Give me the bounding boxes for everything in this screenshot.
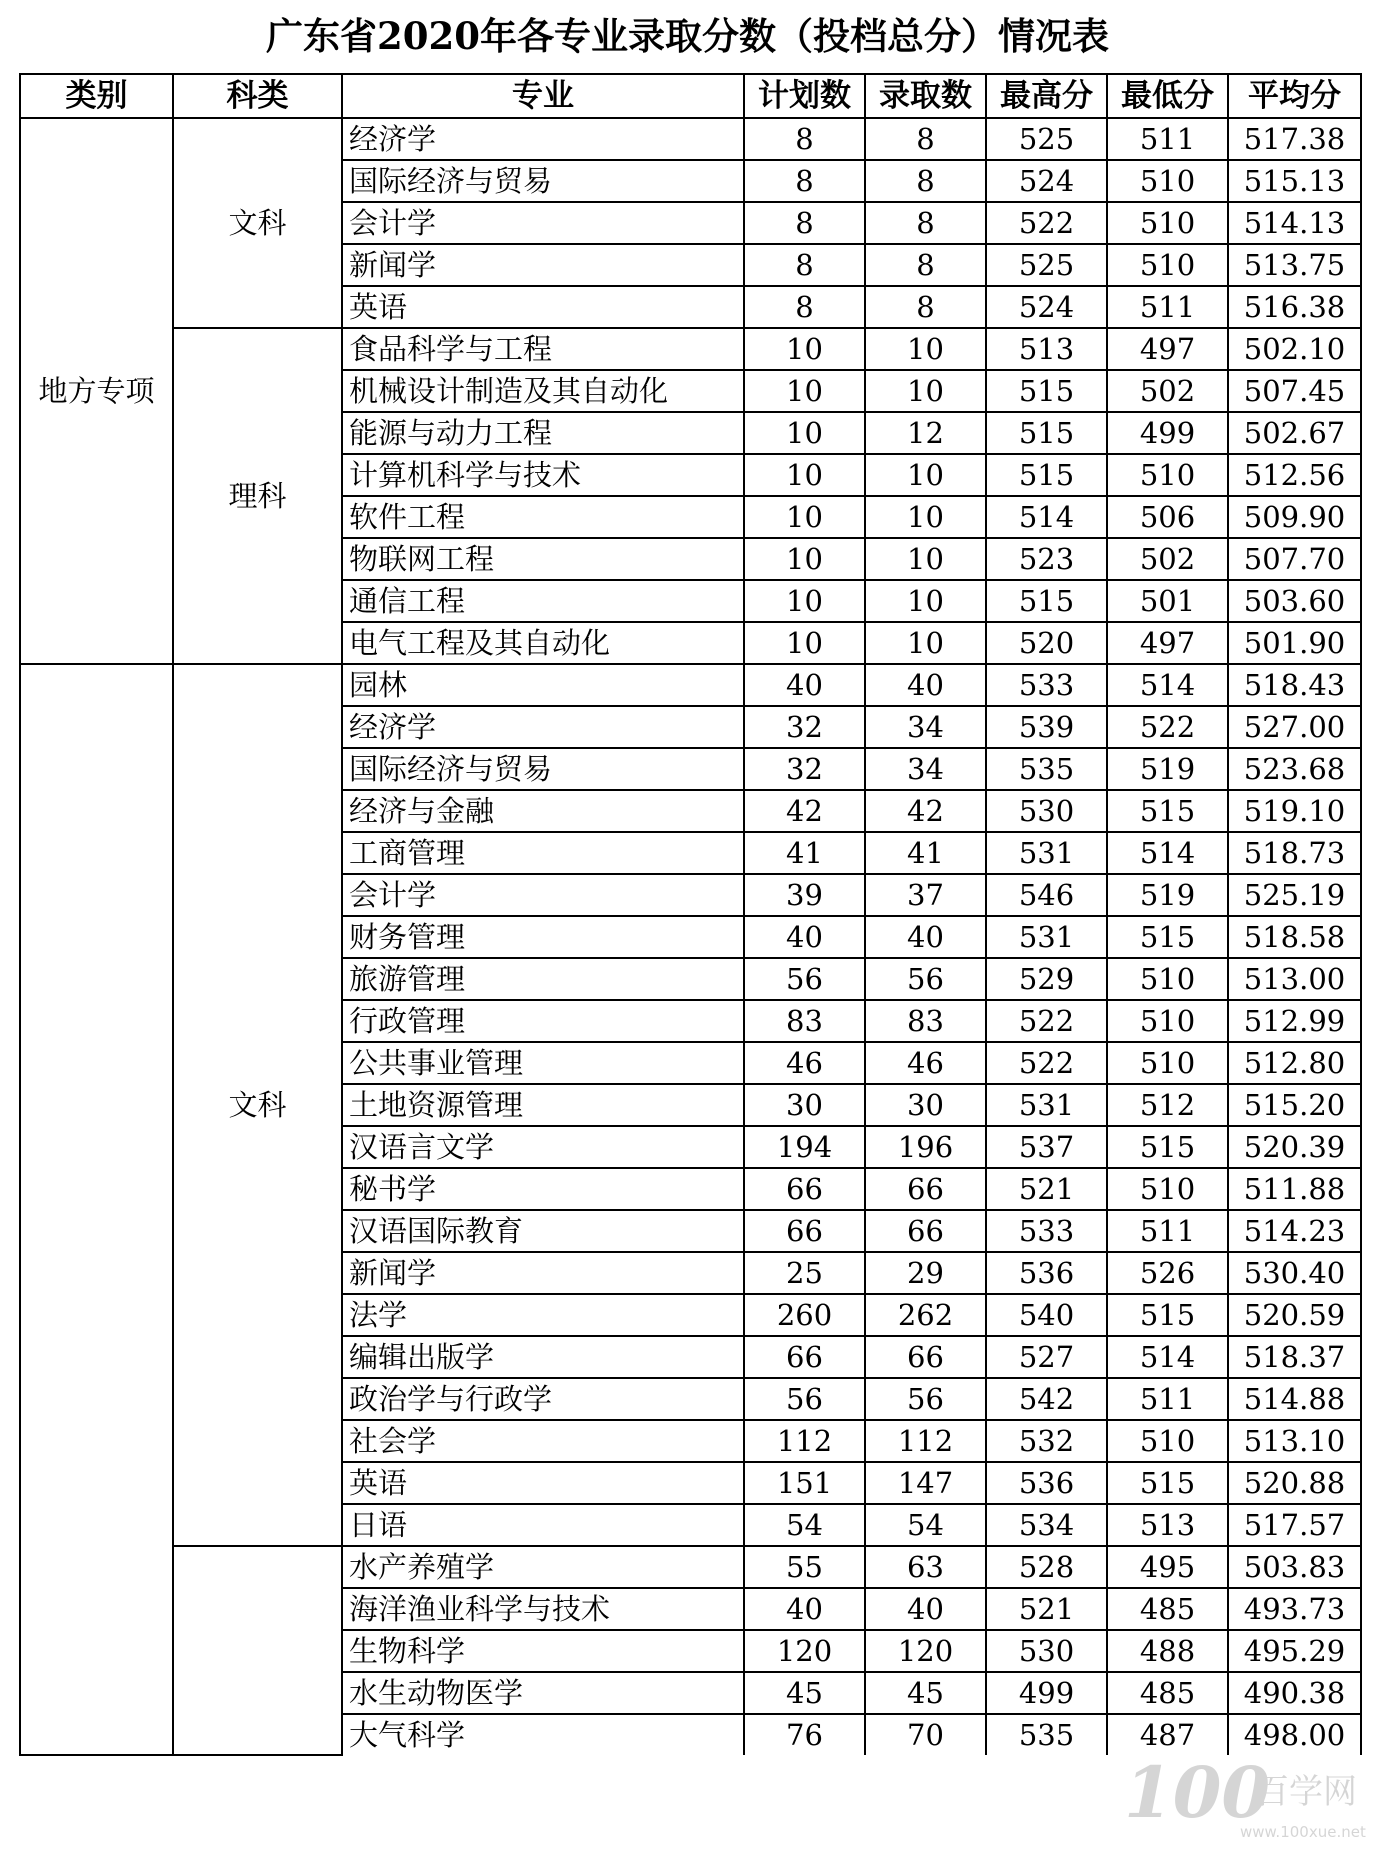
major-cell: 旅游管理: [342, 958, 744, 1000]
major-cell: 经济学: [342, 706, 744, 748]
min-score-cell: 502: [1107, 370, 1228, 412]
avg-score-cell: 523.68: [1228, 748, 1361, 790]
watermark-logo-number: 100: [1124, 1751, 1271, 1834]
admitted-cell: 10: [865, 580, 986, 622]
avg-score-cell: 516.38: [1228, 286, 1361, 328]
avg-score-cell: 518.43: [1228, 664, 1361, 706]
major-cell: 经济学: [342, 118, 744, 160]
major-cell: 通信工程: [342, 580, 744, 622]
plan-cell: 120: [744, 1630, 865, 1672]
header-admitted: 录取数: [865, 74, 986, 118]
major-cell: 能源与动力工程: [342, 412, 744, 454]
avg-score-cell: 518.37: [1228, 1336, 1361, 1378]
plan-cell: 56: [744, 1378, 865, 1420]
avg-score-cell: 518.58: [1228, 916, 1361, 958]
category-cell: 地方专项: [20, 118, 173, 664]
plan-cell: 39: [744, 874, 865, 916]
major-cell: 编辑出版学: [342, 1336, 744, 1378]
avg-score-cell: 512.56: [1228, 454, 1361, 496]
avg-score-cell: 514.13: [1228, 202, 1361, 244]
header-subject: 科类: [173, 74, 342, 118]
admitted-cell: 196: [865, 1126, 986, 1168]
major-cell: 法学: [342, 1294, 744, 1336]
min-score-cell: 510: [1107, 454, 1228, 496]
avg-score-cell: 498.00: [1228, 1714, 1361, 1755]
category-cell: [20, 664, 173, 1755]
watermark-url: www.100xue.net: [1240, 1823, 1366, 1841]
major-cell: 英语: [342, 286, 744, 328]
major-cell: 日语: [342, 1504, 744, 1546]
admitted-cell: 30: [865, 1084, 986, 1126]
admitted-cell: 112: [865, 1420, 986, 1462]
avg-score-cell: 502.67: [1228, 412, 1361, 454]
min-score-cell: 510: [1107, 202, 1228, 244]
major-cell: 社会学: [342, 1420, 744, 1462]
plan-cell: 10: [744, 370, 865, 412]
major-cell: 海洋渔业科学与技术: [342, 1588, 744, 1630]
avg-score-cell: 503.60: [1228, 580, 1361, 622]
admitted-cell: 10: [865, 538, 986, 580]
max-score-cell: 521: [986, 1168, 1107, 1210]
header-min-score: 最低分: [1107, 74, 1228, 118]
admitted-cell: 10: [865, 454, 986, 496]
plan-cell: 41: [744, 832, 865, 874]
subject-cell: 文科: [173, 664, 342, 1546]
max-score-cell: 533: [986, 664, 1107, 706]
min-score-cell: 497: [1107, 328, 1228, 370]
admitted-cell: 46: [865, 1042, 986, 1084]
major-cell: 新闻学: [342, 244, 744, 286]
header-major: 专业: [342, 74, 744, 118]
avg-score-cell: 511.88: [1228, 1168, 1361, 1210]
admission-score-table: [19, 73, 1362, 1756]
max-score-cell: 525: [986, 118, 1107, 160]
min-score-cell: 515: [1107, 1462, 1228, 1504]
major-cell: 土地资源管理: [342, 1084, 744, 1126]
major-cell: 秘书学: [342, 1168, 744, 1210]
plan-cell: 10: [744, 496, 865, 538]
min-score-cell: 510: [1107, 1168, 1228, 1210]
plan-cell: 8: [744, 244, 865, 286]
min-score-cell: 510: [1107, 160, 1228, 202]
plan-cell: 10: [744, 328, 865, 370]
admitted-cell: 45: [865, 1672, 986, 1714]
min-score-cell: 510: [1107, 958, 1228, 1000]
avg-score-cell: 515.13: [1228, 160, 1361, 202]
page-title: 广东省2020年各专业录取分数（投档总分）情况表: [266, 14, 1109, 58]
major-cell: 水生动物医学: [342, 1672, 744, 1714]
avg-score-cell: 493.73: [1228, 1588, 1361, 1630]
min-score-cell: 514: [1107, 832, 1228, 874]
max-score-cell: 539: [986, 706, 1107, 748]
admitted-cell: 41: [865, 832, 986, 874]
min-score-cell: 506: [1107, 496, 1228, 538]
min-score-cell: 515: [1107, 1126, 1228, 1168]
admitted-cell: 147: [865, 1462, 986, 1504]
major-cell: 园林: [342, 664, 744, 706]
major-cell: 机械设计制造及其自动化: [342, 370, 744, 412]
avg-score-cell: 513.00: [1228, 958, 1361, 1000]
plan-cell: 8: [744, 160, 865, 202]
avg-score-cell: 530.40: [1228, 1252, 1361, 1294]
admitted-cell: 8: [865, 202, 986, 244]
header-category: 类别: [20, 74, 173, 118]
subject-cell: 理科: [173, 328, 342, 664]
max-score-cell: 532: [986, 1420, 1107, 1462]
plan-cell: 56: [744, 958, 865, 1000]
plan-cell: 46: [744, 1042, 865, 1084]
major-cell: 水产养殖学: [342, 1546, 744, 1588]
plan-cell: 45: [744, 1672, 865, 1714]
admitted-cell: 34: [865, 748, 986, 790]
table-body: [20, 118, 1361, 1755]
plan-cell: 32: [744, 748, 865, 790]
max-score-cell: 515: [986, 370, 1107, 412]
major-cell: 工商管理: [342, 832, 744, 874]
max-score-cell: 522: [986, 1042, 1107, 1084]
min-score-cell: 510: [1107, 1000, 1228, 1042]
avg-score-cell: 520.39: [1228, 1126, 1361, 1168]
max-score-cell: 522: [986, 1000, 1107, 1042]
admitted-cell: 10: [865, 370, 986, 412]
major-cell: 大气科学: [342, 1714, 744, 1755]
max-score-cell: 515: [986, 454, 1107, 496]
major-cell: 英语: [342, 1462, 744, 1504]
min-score-cell: 501: [1107, 580, 1228, 622]
max-score-cell: 514: [986, 496, 1107, 538]
max-score-cell: 531: [986, 916, 1107, 958]
admitted-cell: 70: [865, 1714, 986, 1755]
avg-score-cell: 512.99: [1228, 1000, 1361, 1042]
max-score-cell: 531: [986, 1084, 1107, 1126]
admitted-cell: 8: [865, 160, 986, 202]
plan-cell: 25: [744, 1252, 865, 1294]
max-score-cell: 499: [986, 1672, 1107, 1714]
avg-score-cell: 518.73: [1228, 832, 1361, 874]
max-score-cell: 521: [986, 1588, 1107, 1630]
min-score-cell: 515: [1107, 1294, 1228, 1336]
avg-score-cell: 517.57: [1228, 1504, 1361, 1546]
min-score-cell: 526: [1107, 1252, 1228, 1294]
watermark-logo: [1120, 1745, 1370, 1845]
major-cell: 行政管理: [342, 1000, 744, 1042]
major-cell: 电气工程及其自动化: [342, 622, 744, 664]
avg-score-cell: 509.90: [1228, 496, 1361, 538]
max-score-cell: 531: [986, 832, 1107, 874]
min-score-cell: 512: [1107, 1084, 1228, 1126]
max-score-cell: 533: [986, 1210, 1107, 1252]
min-score-cell: 511: [1107, 1210, 1228, 1252]
avg-score-cell: 507.70: [1228, 538, 1361, 580]
admitted-cell: 40: [865, 1588, 986, 1630]
major-cell: 国际经济与贸易: [342, 748, 744, 790]
max-score-cell: 536: [986, 1462, 1107, 1504]
admitted-cell: 262: [865, 1294, 986, 1336]
min-score-cell: 510: [1107, 244, 1228, 286]
min-score-cell: 495: [1107, 1546, 1228, 1588]
admitted-cell: 8: [865, 244, 986, 286]
min-score-cell: 514: [1107, 1336, 1228, 1378]
admitted-cell: 8: [865, 286, 986, 328]
min-score-cell: 519: [1107, 874, 1228, 916]
min-score-cell: 502: [1107, 538, 1228, 580]
subject-cell: [173, 1546, 342, 1755]
plan-cell: 54: [744, 1504, 865, 1546]
header-plan: 计划数: [744, 74, 865, 118]
avg-score-cell: 507.45: [1228, 370, 1361, 412]
avg-score-cell: 527.00: [1228, 706, 1361, 748]
plan-cell: 30: [744, 1084, 865, 1126]
max-score-cell: 542: [986, 1378, 1107, 1420]
admitted-cell: 66: [865, 1168, 986, 1210]
plan-cell: 55: [744, 1546, 865, 1588]
min-score-cell: 515: [1107, 916, 1228, 958]
avg-score-cell: 503.83: [1228, 1546, 1361, 1588]
plan-cell: 66: [744, 1168, 865, 1210]
avg-score-cell: 495.29: [1228, 1630, 1361, 1672]
admitted-cell: 66: [865, 1210, 986, 1252]
admitted-cell: 37: [865, 874, 986, 916]
plan-cell: 151: [744, 1462, 865, 1504]
plan-cell: 10: [744, 454, 865, 496]
min-score-cell: 488: [1107, 1630, 1228, 1672]
admitted-cell: 34: [865, 706, 986, 748]
avg-score-cell: 502.10: [1228, 328, 1361, 370]
max-score-cell: 528: [986, 1546, 1107, 1588]
major-cell: 会计学: [342, 874, 744, 916]
avg-score-cell: 514.23: [1228, 1210, 1361, 1252]
min-score-cell: 515: [1107, 790, 1228, 832]
plan-cell: 10: [744, 412, 865, 454]
major-cell: 国际经济与贸易: [342, 160, 744, 202]
avg-score-cell: 525.19: [1228, 874, 1361, 916]
avg-score-cell: 519.10: [1228, 790, 1361, 832]
max-score-cell: 524: [986, 286, 1107, 328]
avg-score-cell: 520.59: [1228, 1294, 1361, 1336]
admitted-cell: 83: [865, 1000, 986, 1042]
max-score-cell: 540: [986, 1294, 1107, 1336]
admitted-cell: 10: [865, 328, 986, 370]
admitted-cell: 66: [865, 1336, 986, 1378]
min-score-cell: 485: [1107, 1672, 1228, 1714]
avg-score-cell: 490.38: [1228, 1672, 1361, 1714]
max-score-cell: 523: [986, 538, 1107, 580]
avg-score-cell: 515.20: [1228, 1084, 1361, 1126]
plan-cell: 260: [744, 1294, 865, 1336]
major-cell: 经济与金融: [342, 790, 744, 832]
plan-cell: 40: [744, 664, 865, 706]
admitted-cell: 63: [865, 1546, 986, 1588]
min-score-cell: 511: [1107, 286, 1228, 328]
max-score-cell: 535: [986, 748, 1107, 790]
plan-cell: 8: [744, 286, 865, 328]
min-score-cell: 499: [1107, 412, 1228, 454]
plan-cell: 66: [744, 1210, 865, 1252]
max-score-cell: 520: [986, 622, 1107, 664]
admitted-cell: 29: [865, 1252, 986, 1294]
plan-cell: 83: [744, 1000, 865, 1042]
max-score-cell: 522: [986, 202, 1107, 244]
plan-cell: 40: [744, 916, 865, 958]
watermark-brand: 百学网: [1255, 1772, 1357, 1812]
max-score-cell: 515: [986, 580, 1107, 622]
major-cell: 政治学与行政学: [342, 1378, 744, 1420]
max-score-cell: 529: [986, 958, 1107, 1000]
min-score-cell: 497: [1107, 622, 1228, 664]
avg-score-cell: 514.88: [1228, 1378, 1361, 1420]
max-score-cell: 524: [986, 160, 1107, 202]
admitted-cell: 54: [865, 1504, 986, 1546]
plan-cell: 112: [744, 1420, 865, 1462]
max-score-cell: 535: [986, 1714, 1107, 1755]
min-score-cell: 487: [1107, 1714, 1228, 1755]
max-score-cell: 513: [986, 328, 1107, 370]
major-cell: 计算机科学与技术: [342, 454, 744, 496]
major-cell: 汉语国际教育: [342, 1210, 744, 1252]
major-cell: 公共事业管理: [342, 1042, 744, 1084]
avg-score-cell: 512.80: [1228, 1042, 1361, 1084]
major-cell: 新闻学: [342, 1252, 744, 1294]
table-row: [20, 328, 1361, 370]
header-avg-score: 平均分: [1228, 74, 1361, 118]
min-score-cell: 485: [1107, 1588, 1228, 1630]
admitted-cell: 10: [865, 496, 986, 538]
major-cell: 财务管理: [342, 916, 744, 958]
avg-score-cell: 513.75: [1228, 244, 1361, 286]
admitted-cell: 42: [865, 790, 986, 832]
plan-cell: 32: [744, 706, 865, 748]
min-score-cell: 522: [1107, 706, 1228, 748]
max-score-cell: 515: [986, 412, 1107, 454]
min-score-cell: 511: [1107, 1378, 1228, 1420]
plan-cell: 10: [744, 580, 865, 622]
plan-cell: 10: [744, 538, 865, 580]
admitted-cell: 56: [865, 958, 986, 1000]
max-score-cell: 536: [986, 1252, 1107, 1294]
avg-score-cell: 513.10: [1228, 1420, 1361, 1462]
max-score-cell: 530: [986, 790, 1107, 832]
min-score-cell: 510: [1107, 1420, 1228, 1462]
max-score-cell: 525: [986, 244, 1107, 286]
major-cell: 物联网工程: [342, 538, 744, 580]
admitted-cell: 40: [865, 664, 986, 706]
table-row: [20, 1546, 1361, 1588]
avg-score-cell: 520.88: [1228, 1462, 1361, 1504]
max-score-cell: 530: [986, 1630, 1107, 1672]
max-score-cell: 534: [986, 1504, 1107, 1546]
table-row: [20, 118, 1361, 160]
header-max-score: 最高分: [986, 74, 1107, 118]
max-score-cell: 527: [986, 1336, 1107, 1378]
plan-cell: 8: [744, 202, 865, 244]
admitted-cell: 10: [865, 622, 986, 664]
avg-score-cell: 517.38: [1228, 118, 1361, 160]
min-score-cell: 513: [1107, 1504, 1228, 1546]
table-row: [20, 664, 1361, 706]
plan-cell: 76: [744, 1714, 865, 1755]
major-cell: 会计学: [342, 202, 744, 244]
min-score-cell: 514: [1107, 664, 1228, 706]
plan-cell: 8: [744, 118, 865, 160]
max-score-cell: 537: [986, 1126, 1107, 1168]
min-score-cell: 511: [1107, 118, 1228, 160]
min-score-cell: 519: [1107, 748, 1228, 790]
major-cell: 食品科学与工程: [342, 328, 744, 370]
min-score-cell: 510: [1107, 1042, 1228, 1084]
major-cell: 软件工程: [342, 496, 744, 538]
admitted-cell: 8: [865, 118, 986, 160]
plan-cell: 40: [744, 1588, 865, 1630]
plan-cell: 194: [744, 1126, 865, 1168]
subject-cell: 文科: [173, 118, 342, 328]
admitted-cell: 40: [865, 916, 986, 958]
admitted-cell: 120: [865, 1630, 986, 1672]
avg-score-cell: 501.90: [1228, 622, 1361, 664]
plan-cell: 66: [744, 1336, 865, 1378]
major-cell: 汉语言文学: [342, 1126, 744, 1168]
header-row: [20, 74, 1361, 118]
max-score-cell: 546: [986, 874, 1107, 916]
admitted-cell: 12: [865, 412, 986, 454]
plan-cell: 42: [744, 790, 865, 832]
admitted-cell: 56: [865, 1378, 986, 1420]
major-cell: 生物科学: [342, 1630, 744, 1672]
plan-cell: 10: [744, 622, 865, 664]
